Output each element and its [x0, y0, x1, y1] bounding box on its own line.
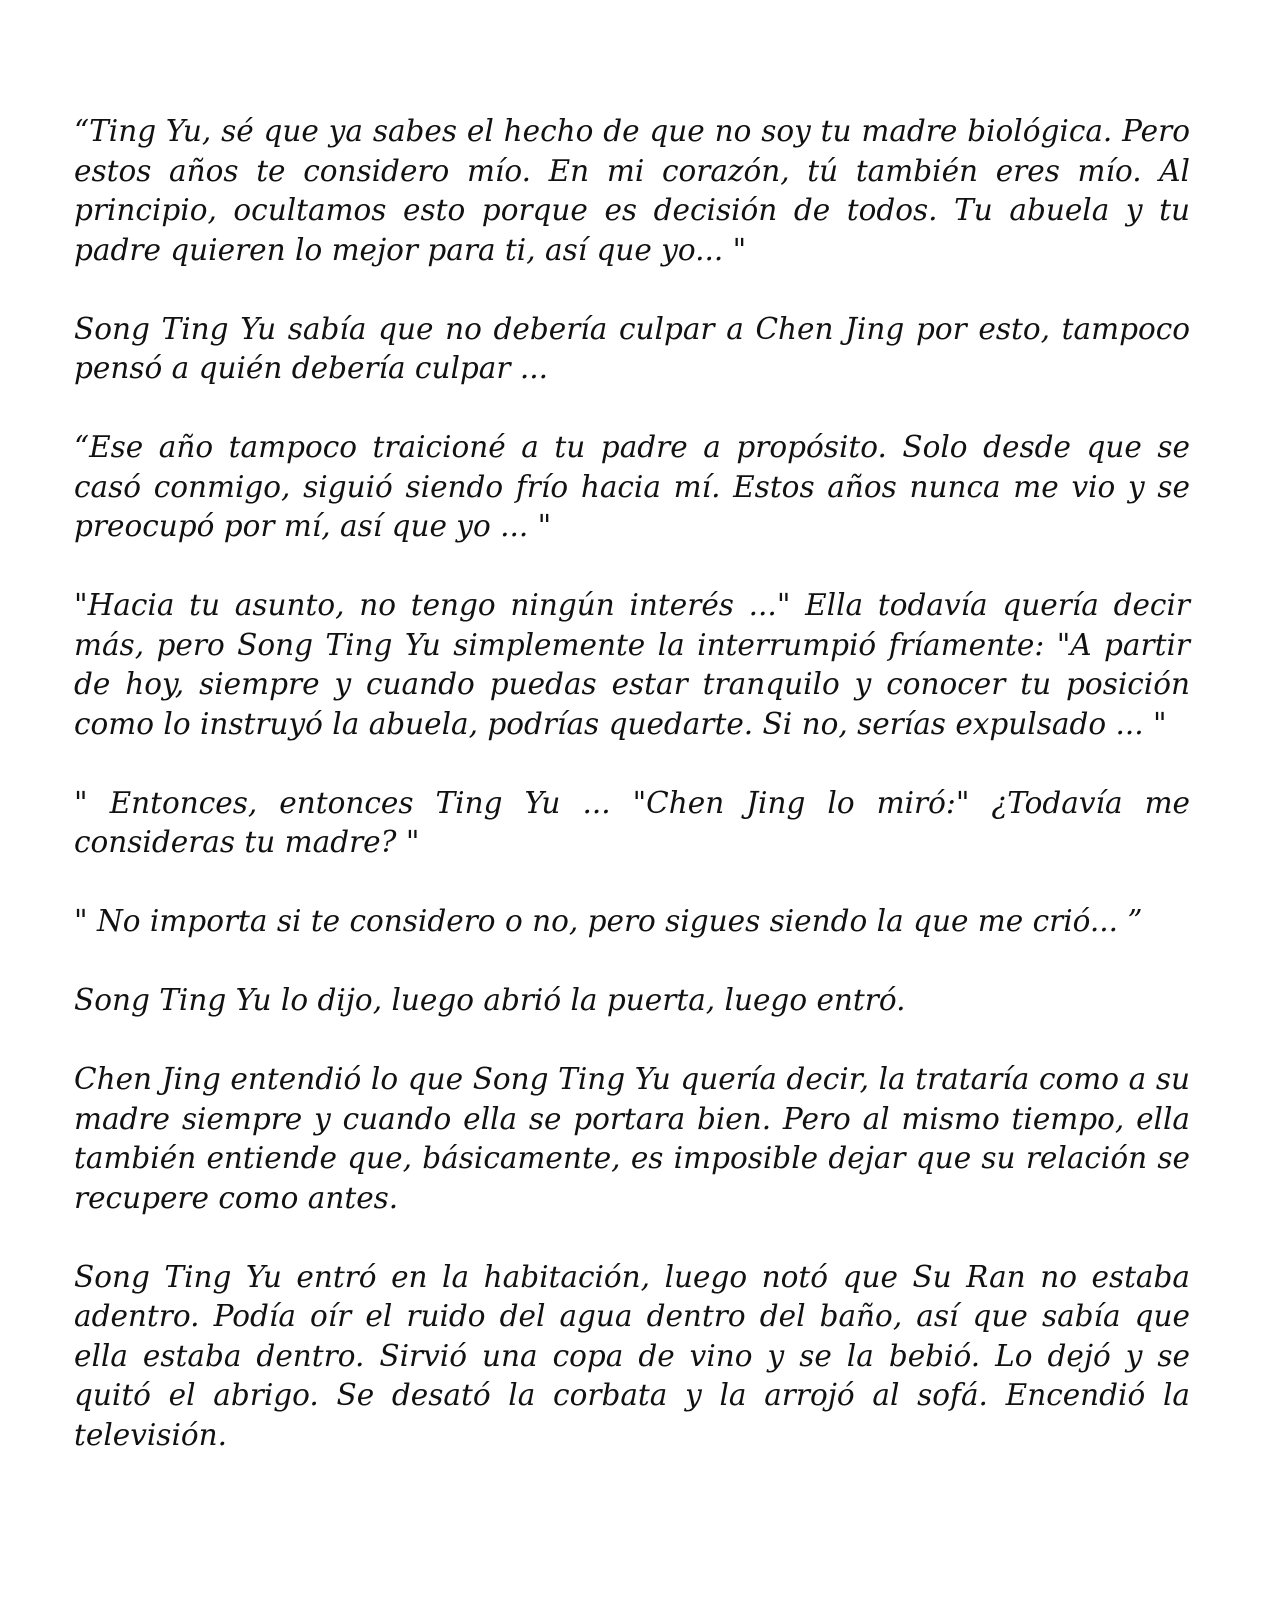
paragraph-4: "Hacia tu asunto, no tengo ningún interés ..." Ella todavía quería decir más, pero Song Ting Yu simplemente la interrumpió fríamente: "A partir de hoy, siempre y cuando puedas estar tranquilo y conocer tu posición como lo instruyó la abuela, podrías quedarte. Si no, serías expulsado ... " [74, 588, 1190, 741]
paragraph-6: " No importa si te considero o no, pero sigues siendo la que me crió... ” [74, 904, 1143, 938]
paragraph-3: “Ese año tampoco traicioné a tu padre a propósito. Solo desde que se casó conmigo, siguió siendo frío hacia mí. Estos años nunca me vio y se preocupó por mí, así que yo ... " [74, 430, 1190, 543]
paragraph-5: " Entonces, entonces Ting Yu ... "Chen Jing lo miró:" ¿Todavía me consideras tu madre? " [74, 785, 1190, 859]
document-body [74, 112, 1190, 1455]
paragraph-2: Song Ting Yu sabía que no debería culpar a Chen Jing por esto, tampoco pensó a quién debería culpar ... [74, 311, 1190, 385]
paragraph-1: “Ting Yu, sé que ya sabes el hecho de que no soy tu madre biológica. Pero estos años te considero mío. En mi corazón, tú también eres mío. Al principio, ocultamos esto porque es decisión de todos. Tu abuela y tu padre quieren lo mejor para ti, así que yo... " [74, 114, 1190, 267]
paragraph-9: Song Ting Yu entró en la habitación, luego notó que Su Ran no estaba adentro. Podía oír el ruido del agua dentro del baño, así que sabía que ella estaba dentro. Sirvió una copa de vino y se la bebió. Lo dejó y se quitó el abrigo. Se desató la corbata y la arrojó al sofá. Encendió la televisión. [74, 1259, 1190, 1452]
paragraph-7: Song Ting Yu lo dijo, luego abrió la puerta, luego entró. [74, 983, 906, 1017]
paragraph-8: Chen Jing entendió lo que Song Ting Yu quería decir, la trataría como a su madre siempre y cuando ella se portara bien. Pero al mismo tiempo, ella también entiende que, básicamente, es imposible dejar que su relación se recupere como antes. [74, 1062, 1190, 1215]
